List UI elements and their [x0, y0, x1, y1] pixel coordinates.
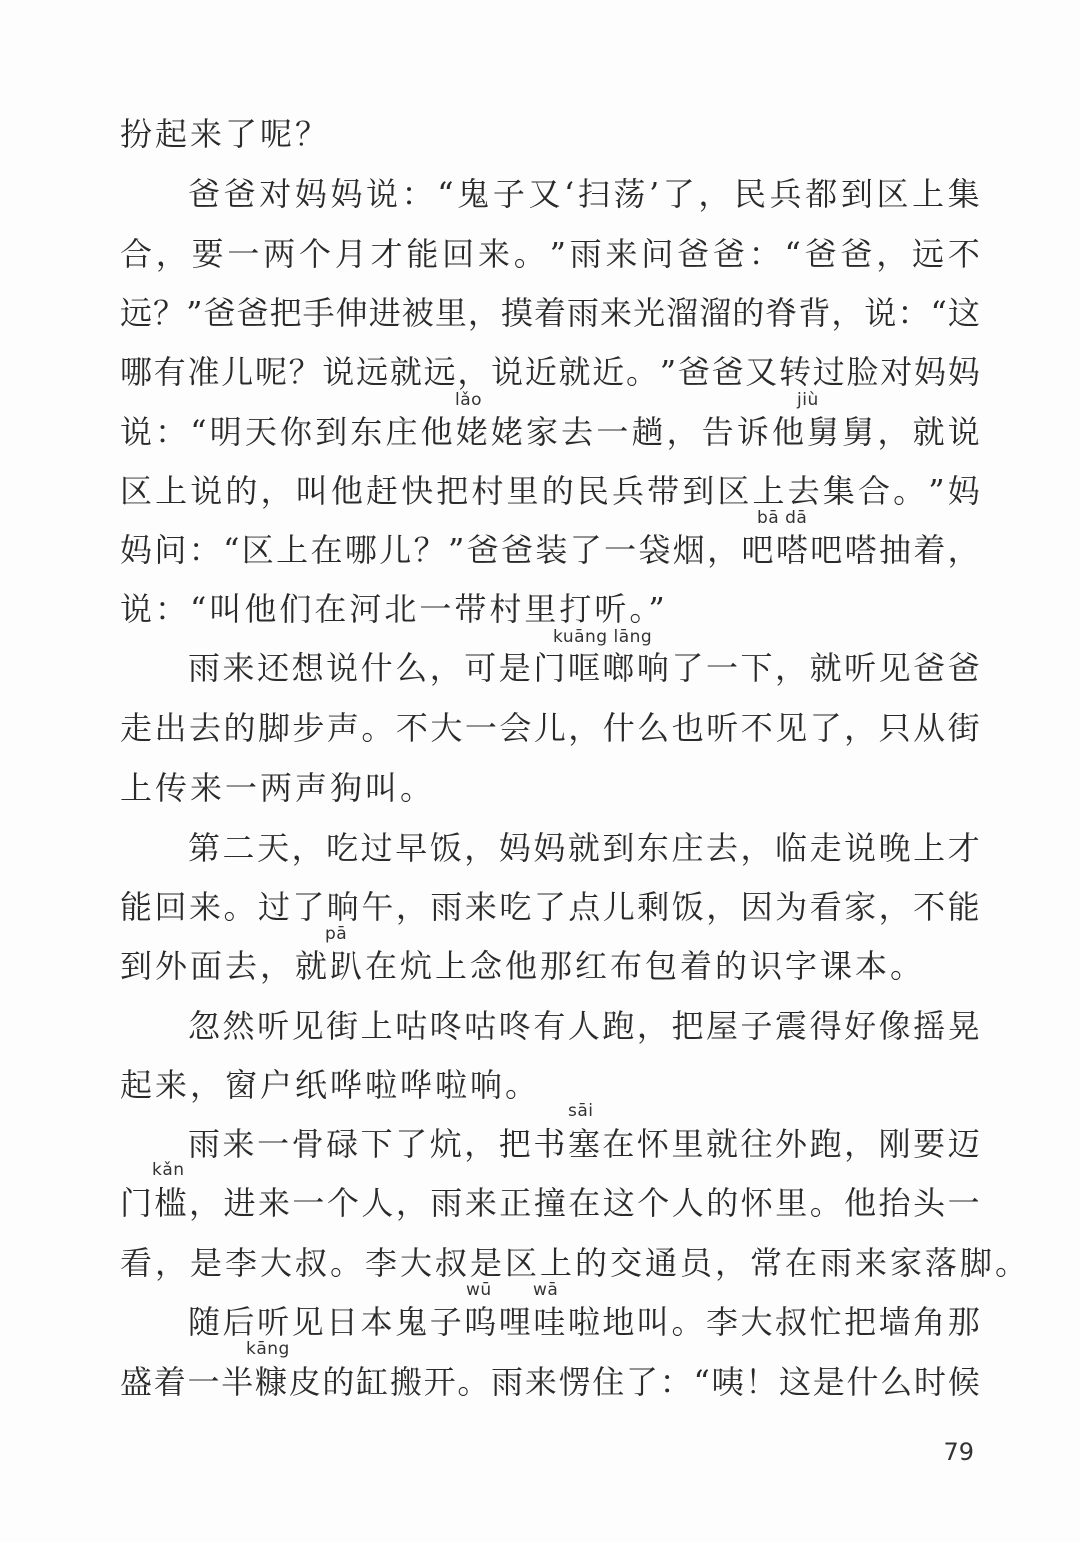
text-line: 说 ： “ 明 天 你 到 东 庄 他 姥 姥 家 去 一 趟 ， 告 诉 他 舅 舅 ， 就 说: [120, 413, 980, 451]
text-line: 远 ？ ” 爸 爸 把 手 伸 进 被 里 ， 摸 着 雨 来 光 溜 溜 的 脊 背 ， 说 ： “ 这: [120, 294, 980, 332]
pinyin-annotation: kǎn: [152, 1160, 185, 1180]
text-line: 合 ， 要 一 两 个 月 才 能 回 来 。 ” 雨 来 问 爸 爸 ： “ 爸 爸 ， 远 不: [120, 235, 980, 273]
pinyin-annotation: kuāng lāng: [553, 627, 653, 647]
text-line: 到外面去，就趴在炕上念他那红布包着的识字课本。: [120, 947, 926, 985]
pinyin-annotation: lǎo: [455, 390, 483, 410]
text-line: 爸 爸 对 妈 妈 说 ： “ 鬼 子 又 ‘ 扫 荡 ’ 了 ， 民 兵 都 到 区 上 集: [188, 175, 980, 213]
text-line: 妈 问 ： “ 区 上 在 哪 儿 ？ ” 爸 爸 装 了 一 袋 烟 ， 吧 嗒 吧 嗒 抽 着 ，: [120, 531, 980, 569]
text-line: 哪 有 准 儿 呢 ？ 说 远 就 远 ， 说 近 就 近 。 ” 爸 爸 又 转 过 脸 对 妈 妈: [120, 353, 980, 391]
pinyin-annotation: bā dā: [757, 508, 808, 528]
text-line: 上传来一两声狗叫。: [120, 769, 436, 807]
text-line: 忽 然 听 见 街 上 咕 咚 咕 咚 有 人 跑 ， 把 屋 子 震 得 好 像 摇 晃: [188, 1007, 980, 1045]
page-number: 79: [943, 1438, 974, 1466]
text-line: 走 出 去 的 脚 步 声 。 不 大 一 会 儿 ， 什 么 也 听 不 见 了 ， 只 从 街: [120, 709, 980, 747]
text-line: 看，是李大叔。李大叔是区上的交通员，常在雨来家落脚。: [120, 1244, 1031, 1282]
text-line: 第 二 天 ， 吃 过 早 饭 ， 妈 妈 就 到 东 庄 去 ， 临 走 说 晚 上 才: [188, 829, 980, 867]
pinyin-annotation: wā: [533, 1280, 559, 1300]
text-line: 起来，窗户纸哗啦哗啦响。: [120, 1066, 541, 1104]
pinyin-annotation: wū: [466, 1280, 492, 1300]
text-line: 盛 着 一 半 糠 皮 的 缸 搬 开 。 雨 来 愣 住 了 ： “ 咦 ！ 这 是 什 么 时 候: [120, 1363, 980, 1401]
pinyin-annotation: pā: [325, 924, 348, 944]
pinyin-annotation: sāi: [568, 1101, 594, 1121]
text-line: 随 后 听 见 日 本 鬼 子 呜 哩 哇 啦 地 叫 。 李 大 叔 忙 把 墙 角 那: [188, 1303, 980, 1341]
text-line: 区 上 说 的 ， 叫 他 赶 快 把 村 里 的 民 兵 带 到 区 上 去 集 合 。 ” 妈: [120, 472, 980, 510]
text-line: 门 槛 ， 进 来 一 个 人 ， 雨 来 正 撞 在 这 个 人 的 怀 里 。 他 抬 头 一: [120, 1184, 980, 1222]
pinyin-annotation: kāng: [246, 1339, 290, 1359]
pinyin-annotation: jiù: [797, 390, 819, 410]
text-line: 说：“叫他们在河北一带村里打听。”: [120, 590, 668, 628]
text-line: 能 回 来 。 过 了 晌 午 ， 雨 来 吃 了 点 儿 剩 饭 ， 因 为 看 家 ， 不 能: [120, 888, 980, 926]
text-line: 雨 来 一 骨 碌 下 了 炕 ， 把 书 塞 在 怀 里 就 往 外 跑 ， 刚 要 迈: [188, 1125, 980, 1163]
text-line: 雨 来 还 想 说 什 么 ， 可 是 门 哐 啷 响 了 一 下 ， 就 听 见 爸 爸: [188, 649, 980, 687]
text-line: 扮起来了呢？: [120, 115, 331, 153]
